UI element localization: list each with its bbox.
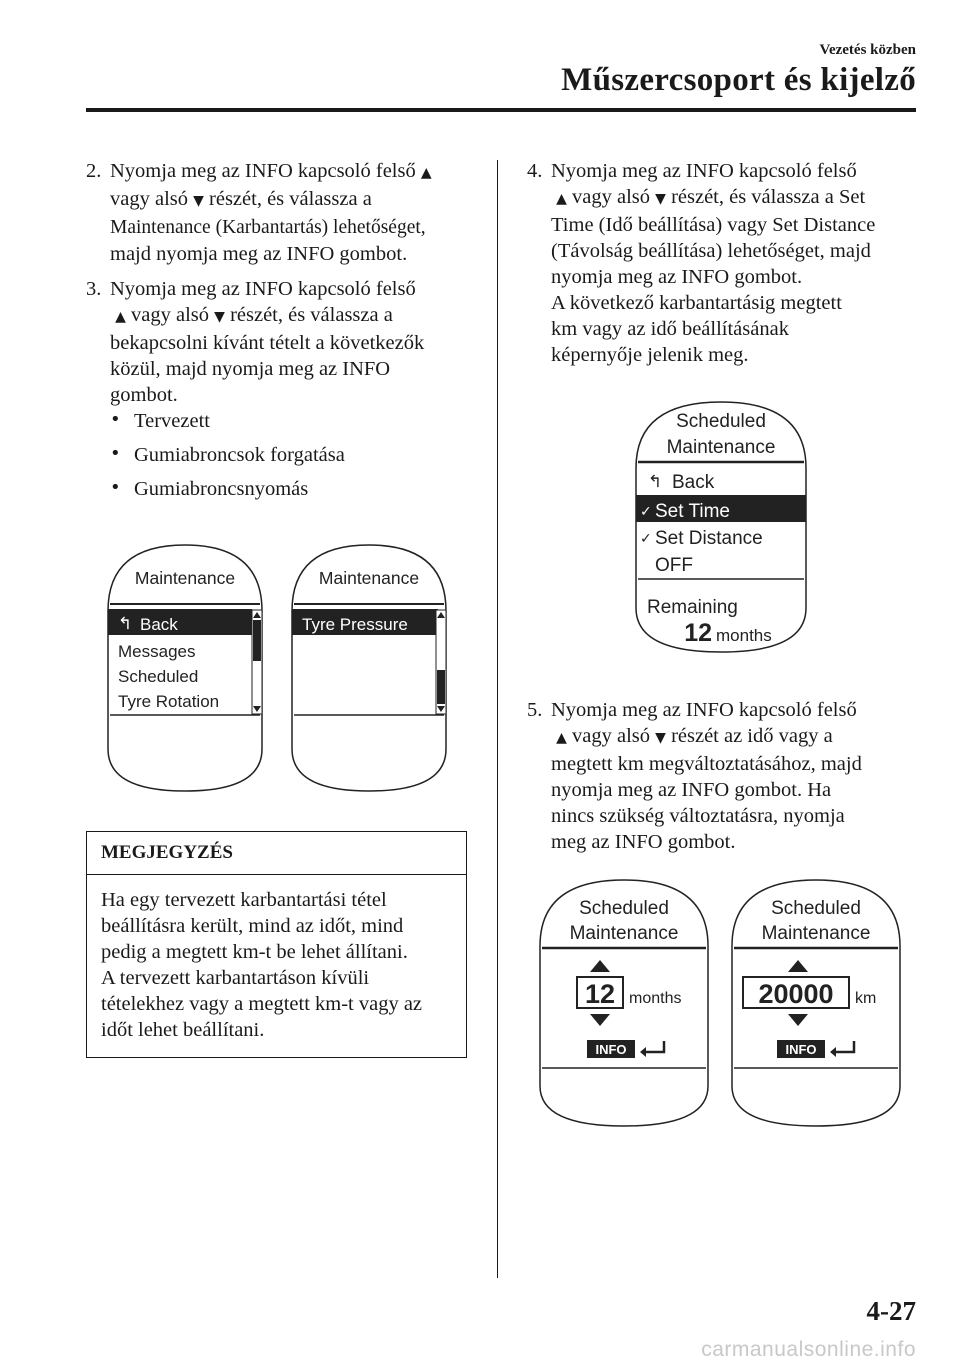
section-label: Vezetés közben [819,42,916,58]
step-text: Nyomja meg az INFO kapcsoló felső [110,160,416,182]
step-text: vagy alsó [110,188,188,210]
step-3 [86,276,486,408]
step-number: 5. [527,699,543,721]
step-text: A következő karbantartásig megtett [551,292,842,314]
step-text: gombot. [110,384,178,406]
screen-title: Maintenance [569,923,679,944]
back-icon: ↰ [648,472,663,491]
step-text: vagy alsó [572,186,651,208]
note-text: pedig a megtett km-t be lehet állítani. [101,941,408,963]
distance-setting-screen [728,876,904,1130]
note-text: A tervezett karbantartáson kívüli [101,967,370,989]
menu-item-tyre-pressure: Tyre Pressure [302,615,408,634]
time-unit: months [629,990,682,1007]
time-setting-screen [536,876,712,1130]
remaining-value: 12 [684,619,712,647]
maintenance-menu-screen [104,541,266,795]
step-text: nyomja meg az INFO gombot. [551,266,803,288]
screen-title: Maintenance [761,923,871,944]
note-body [87,875,466,1057]
step-text: meg az INFO gombot. [551,831,736,853]
page-title: Műszercsoport és kijelző [561,62,916,98]
step-text: nyomja meg az INFO gombot. Ha [551,779,832,801]
info-button-label: INFO [785,1042,817,1057]
step-text: részét, és válassza a [230,304,393,326]
screen-title: Maintenance [134,568,236,588]
step-text: képernyője jelenik meg. [551,344,749,366]
step-5 [527,697,927,855]
step-text: részét az idő vagy a [671,725,833,747]
step-4 [527,158,927,368]
down-triangle-icon: ▼ [655,730,666,746]
menu-item-scheduled: Scheduled [118,667,199,686]
distance-value: 20000 [758,979,834,1009]
up-triangle-icon: ▲ [556,730,567,746]
step-text: vagy alsó [572,725,651,747]
step-text: (Távolság beállítása) lehetőséget, majd [551,240,871,262]
step-text: km vagy az idő beállításának [551,318,789,340]
column-divider [497,160,498,1278]
info-button-label: INFO [595,1042,627,1057]
step-text: Time (Idő beállítása) vagy Set Distance [551,214,876,236]
step-2 [86,158,486,267]
header-rule [86,108,916,112]
step-text: Maintenance (Karbantartás) lehetőséget, [110,217,426,238]
note-text: időt lehet beállítani. [101,1019,265,1041]
step-number: 3. [86,278,102,300]
note-heading: MEGJEGYZÉS [87,832,466,875]
list-item: • Tervezett [110,410,345,433]
menu-item-back: Back [140,615,178,634]
step-text: közül, majd nyomja meg az INFO [110,358,391,380]
step-text: bekapcsolni kívánt tételt a következők [110,332,425,354]
item-list [110,410,345,512]
step-number: 4. [527,160,543,182]
screen-title: Scheduled [579,898,669,919]
down-triangle-icon: ▼ [655,191,666,207]
up-triangle-icon: ▲ [420,165,432,181]
menu-item-messages: Messages [118,642,196,661]
watermark: carmanualsonline.info [701,1338,916,1361]
menu-item-back: Back [672,472,715,493]
list-item: • Gumiabroncsnyomás [110,478,345,501]
note-box [86,831,467,1058]
step-text: Nyomja meg az INFO kapcsoló felső [551,160,857,182]
step-text: majd nyomja meg az INFO gombot. [110,243,408,265]
up-triangle-icon: ▲ [556,191,567,207]
check-icon: ✓ [640,530,652,546]
step-text: megtett km megváltoztatásához, majd [551,753,862,775]
screen-title: Maintenance [318,568,420,588]
note-text: beállításra került, mind az időt, mind [101,915,404,937]
step-text: nincs szükség változtatásra, nyomja [551,805,845,827]
step-text: Nyomja meg az INFO kapcsoló felső [551,699,857,721]
down-triangle-icon: ▼ [214,309,225,325]
down-triangle-icon: ▼ [193,193,204,209]
step-text: részét, és válassza a [209,188,372,210]
check-icon: ✓ [640,503,652,519]
distance-unit: km [855,990,877,1007]
scheduled-maintenance-screen [632,398,810,656]
remaining-label: Remaining [647,597,738,618]
screen-title: Scheduled [771,898,861,919]
remaining-unit: months [716,626,772,645]
menu-item-set-distance: Set Distance [655,528,763,549]
page-number: 4-27 [866,1296,916,1326]
step-text: vagy alsó [131,304,210,326]
note-text: Ha egy tervezett karbantartási tétel [101,889,387,911]
tyre-pressure-screen [288,541,450,795]
list-item: • Gumiabroncsok forgatása [110,444,345,467]
step-text: részét, és válassza a Set [671,186,866,208]
menu-item-set-time: Set Time [655,501,730,522]
step-number: 2. [86,160,102,182]
step-text: Nyomja meg az INFO kapcsoló felső [110,278,416,300]
menu-item-tyre-rotation: Tyre Rotation [118,692,220,711]
up-triangle-icon: ▲ [115,309,126,325]
screen-title: Scheduled [676,411,766,432]
menu-item-off: OFF [655,555,693,576]
screen-title: Maintenance [666,437,776,458]
back-icon: ↰ [118,614,133,633]
note-text: tételekhez vagy a megtett km-t vagy az [101,993,423,1015]
time-value: 12 [584,979,616,1009]
